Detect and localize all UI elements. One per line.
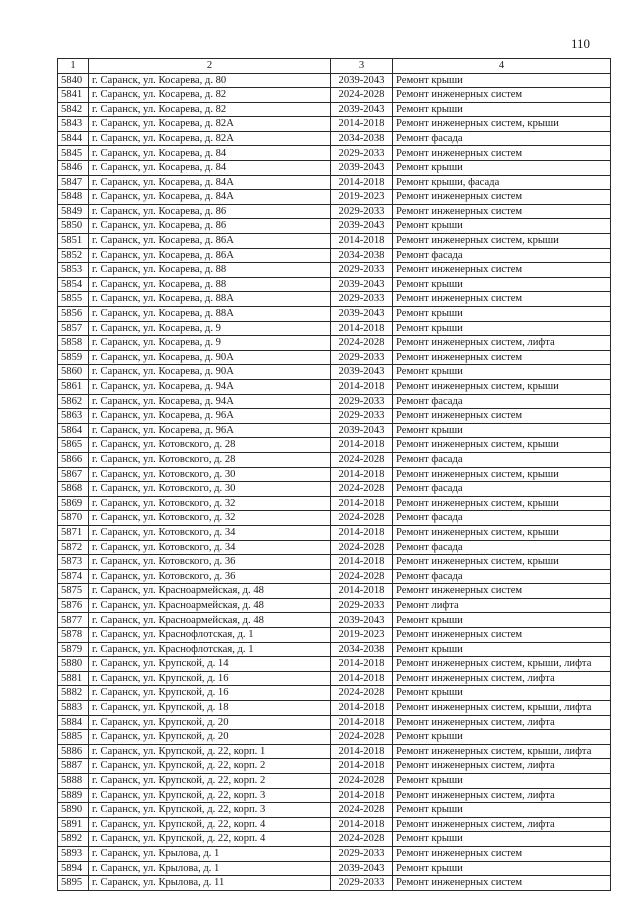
- period-cell: 2039-2043: [331, 423, 393, 438]
- table-row: [58, 482, 611, 497]
- row-number: 5868: [58, 482, 89, 497]
- table-body: [58, 73, 611, 890]
- address-cell: г. Саранск, ул. Котовского, д. 28: [89, 438, 331, 453]
- column-header-number: 1: [58, 59, 89, 74]
- work-type-cell: Ремонт крыши: [393, 803, 611, 818]
- table-row: [58, 569, 611, 584]
- period-cell: 2024-2028: [331, 832, 393, 847]
- table-header-row: [58, 59, 611, 74]
- table-row: [58, 73, 611, 88]
- page-number: 110: [570, 36, 590, 51]
- row-number: 5880: [58, 657, 89, 672]
- row-number: 5852: [58, 248, 89, 263]
- address-cell: г. Саранск, ул. Крупской, д. 14: [89, 657, 331, 672]
- table-row: [58, 307, 611, 322]
- row-number: 5872: [58, 540, 89, 555]
- row-number: 5874: [58, 569, 89, 584]
- work-type-cell: Ремонт инженерных систем, крыши: [393, 555, 611, 570]
- row-number: 5862: [58, 394, 89, 409]
- row-number: 5886: [58, 744, 89, 759]
- row-number: 5849: [58, 204, 89, 219]
- row-number: 5876: [58, 598, 89, 613]
- table-row: [58, 175, 611, 190]
- table-row: [58, 496, 611, 511]
- row-number: 5858: [58, 336, 89, 351]
- work-type-cell: Ремонт инженерных систем, лифта: [393, 336, 611, 351]
- address-cell: г. Саранск, ул. Котовского, д. 28: [89, 452, 331, 467]
- address-cell: г. Саранск, ул. Косарева, д. 9: [89, 336, 331, 351]
- table-row: [58, 817, 611, 832]
- period-cell: 2029-2033: [331, 876, 393, 891]
- period-cell: 2014-2018: [331, 379, 393, 394]
- table-row: [58, 190, 611, 205]
- address-cell: г. Саранск, ул. Косарева, д. 94А: [89, 394, 331, 409]
- work-type-cell: Ремонт инженерных систем, крыши, лифта: [393, 657, 611, 672]
- row-number: 5879: [58, 642, 89, 657]
- row-number: 5865: [58, 438, 89, 453]
- address-cell: г. Саранск, ул. Косарева, д. 90А: [89, 350, 331, 365]
- work-type-cell: Ремонт инженерных систем, крыши, лифта: [393, 744, 611, 759]
- row-number: 5848: [58, 190, 89, 205]
- address-cell: г. Саранск, ул. Красноармейская, д. 48: [89, 584, 331, 599]
- work-type-cell: Ремонт крыши: [393, 219, 611, 234]
- address-cell: г. Саранск, ул. Крупской, д. 22, корп. 3: [89, 803, 331, 818]
- table-row: [58, 379, 611, 394]
- address-cell: г. Саранск, ул. Косарева, д. 84А: [89, 175, 331, 190]
- work-type-cell: Ремонт крыши: [393, 832, 611, 847]
- table-row: [58, 730, 611, 745]
- work-type-cell: Ремонт крыши: [393, 642, 611, 657]
- table-row: [58, 336, 611, 351]
- address-cell: г. Саранск, ул. Косарева, д. 88А: [89, 307, 331, 322]
- row-number: 5882: [58, 686, 89, 701]
- period-cell: 2014-2018: [331, 657, 393, 672]
- row-number: 5892: [58, 832, 89, 847]
- period-cell: 2014-2018: [331, 496, 393, 511]
- address-cell: г. Саранск, ул. Косарева, д. 82: [89, 88, 331, 103]
- work-type-cell: Ремонт инженерных систем, лифта: [393, 671, 611, 686]
- table-row: [58, 774, 611, 789]
- row-number: 5881: [58, 671, 89, 686]
- address-cell: г. Саранск, ул. Косарева, д. 84: [89, 161, 331, 176]
- row-number: 5890: [58, 803, 89, 818]
- address-cell: г. Саранск, ул. Крупской, д. 22, корп. 2: [89, 759, 331, 774]
- work-type-cell: Ремонт крыши: [393, 365, 611, 380]
- address-cell: г. Саранск, ул. Крупской, д. 22, корп. 1: [89, 744, 331, 759]
- row-number: 5851: [58, 234, 89, 249]
- address-cell: г. Саранск, ул. Крупской, д. 22, корп. 3: [89, 788, 331, 803]
- address-cell: г. Саранск, ул. Котовского, д. 32: [89, 496, 331, 511]
- work-type-cell: Ремонт фасада: [393, 482, 611, 497]
- work-type-cell: Ремонт крыши: [393, 321, 611, 336]
- work-type-cell: Ремонт крыши: [393, 102, 611, 117]
- address-cell: г. Саранск, ул. Котовского, д. 32: [89, 511, 331, 526]
- row-number: 5844: [58, 131, 89, 146]
- work-type-cell: Ремонт инженерных систем, лифта: [393, 759, 611, 774]
- row-number: 5863: [58, 409, 89, 424]
- address-cell: г. Саранск, ул. Крылова, д. 1: [89, 861, 331, 876]
- work-type-cell: Ремонт инженерных систем, лифта: [393, 817, 611, 832]
- row-number: 5859: [58, 350, 89, 365]
- work-type-cell: Ремонт крыши: [393, 307, 611, 322]
- table-row: [58, 292, 611, 307]
- period-cell: 2029-2033: [331, 292, 393, 307]
- period-cell: 2024-2028: [331, 511, 393, 526]
- row-number: 5893: [58, 846, 89, 861]
- work-type-cell: Ремонт крыши: [393, 73, 611, 88]
- period-cell: 2019-2023: [331, 628, 393, 643]
- period-cell: 2014-2018: [331, 234, 393, 249]
- table-row: [58, 861, 611, 876]
- work-type-cell: Ремонт крыши: [393, 613, 611, 628]
- address-cell: г. Саранск, ул. Котовского, д. 30: [89, 482, 331, 497]
- address-cell: г. Саранск, ул. Крупской, д. 22, корп. 4: [89, 832, 331, 847]
- period-cell: 2034-2038: [331, 642, 393, 657]
- address-cell: г. Саранск, ул. Красноармейская, д. 48: [89, 598, 331, 613]
- row-number: 5889: [58, 788, 89, 803]
- period-cell: 2024-2028: [331, 774, 393, 789]
- table-row: [58, 161, 611, 176]
- table-row: [58, 715, 611, 730]
- work-type-cell: Ремонт инженерных систем: [393, 190, 611, 205]
- table-row: [58, 686, 611, 701]
- period-cell: 2029-2033: [331, 409, 393, 424]
- work-type-cell: Ремонт инженерных систем: [393, 876, 611, 891]
- table-row: [58, 511, 611, 526]
- row-number: 5885: [58, 730, 89, 745]
- row-number: 5853: [58, 263, 89, 278]
- period-cell: 2014-2018: [331, 701, 393, 716]
- row-number: 5878: [58, 628, 89, 643]
- period-cell: 2024-2028: [331, 730, 393, 745]
- column-header-address: 2: [89, 59, 331, 74]
- row-number: 5843: [58, 117, 89, 132]
- period-cell: 2014-2018: [331, 175, 393, 190]
- address-cell: г. Саранск, ул. Краснофлотская, д. 1: [89, 628, 331, 643]
- work-type-cell: Ремонт инженерных систем: [393, 628, 611, 643]
- period-cell: 2014-2018: [331, 525, 393, 540]
- row-number: 5895: [58, 876, 89, 891]
- period-cell: 2014-2018: [331, 438, 393, 453]
- period-cell: 2024-2028: [331, 482, 393, 497]
- repair-schedule-table: [57, 58, 611, 891]
- work-type-cell: Ремонт инженерных систем, крыши, лифта: [393, 701, 611, 716]
- table-row: [58, 467, 611, 482]
- table-row: [58, 701, 611, 716]
- table-row: [58, 321, 611, 336]
- row-number: 5840: [58, 73, 89, 88]
- table-row: [58, 788, 611, 803]
- period-cell: 2014-2018: [331, 117, 393, 132]
- table-row: [58, 452, 611, 467]
- period-cell: 2039-2043: [331, 219, 393, 234]
- work-type-cell: Ремонт крыши: [393, 861, 611, 876]
- address-cell: г. Саранск, ул. Косарева, д. 82А: [89, 117, 331, 132]
- address-cell: г. Саранск, ул. Крылова, д. 1: [89, 846, 331, 861]
- table-row: [58, 438, 611, 453]
- row-number: 5888: [58, 774, 89, 789]
- table-row: [58, 117, 611, 132]
- row-number: 5870: [58, 511, 89, 526]
- work-type-cell: Ремонт инженерных систем, крыши: [393, 234, 611, 249]
- period-cell: 2039-2043: [331, 307, 393, 322]
- period-cell: 2014-2018: [331, 817, 393, 832]
- work-type-cell: Ремонт инженерных систем, лифта: [393, 715, 611, 730]
- period-cell: 2039-2043: [331, 161, 393, 176]
- address-cell: г. Саранск, ул. Котовского, д. 34: [89, 525, 331, 540]
- period-cell: 2024-2028: [331, 88, 393, 103]
- table-row: [58, 88, 611, 103]
- row-number: 5884: [58, 715, 89, 730]
- table-row: [58, 263, 611, 278]
- table-row: [58, 525, 611, 540]
- period-cell: 2039-2043: [331, 861, 393, 876]
- table-row: [58, 613, 611, 628]
- column-header-work-type: 4: [393, 59, 611, 74]
- row-number: 5845: [58, 146, 89, 161]
- work-type-cell: Ремонт крыши: [393, 686, 611, 701]
- row-number: 5894: [58, 861, 89, 876]
- work-type-cell: Ремонт инженерных систем, крыши: [393, 379, 611, 394]
- address-cell: г. Саранск, ул. Крупской, д. 22, корп. 4: [89, 817, 331, 832]
- period-cell: 2014-2018: [331, 584, 393, 599]
- work-type-cell: Ремонт инженерных систем: [393, 263, 611, 278]
- period-cell: 2029-2033: [331, 846, 393, 861]
- address-cell: г. Саранск, ул. Котовского, д. 36: [89, 555, 331, 570]
- row-number: 5860: [58, 365, 89, 380]
- row-number: 5847: [58, 175, 89, 190]
- period-cell: 2024-2028: [331, 540, 393, 555]
- work-type-cell: Ремонт инженерных систем, крыши: [393, 496, 611, 511]
- work-type-cell: Ремонт инженерных систем, крыши: [393, 525, 611, 540]
- period-cell: 2014-2018: [331, 744, 393, 759]
- row-number: 5857: [58, 321, 89, 336]
- table-row: [58, 744, 611, 759]
- address-cell: г. Саранск, ул. Косарева, д. 82: [89, 102, 331, 117]
- row-number: 5856: [58, 307, 89, 322]
- address-cell: г. Саранск, ул. Косарева, д. 86: [89, 219, 331, 234]
- period-cell: 2039-2043: [331, 365, 393, 380]
- row-number: 5854: [58, 277, 89, 292]
- address-cell: г. Саранск, ул. Косарева, д. 86А: [89, 234, 331, 249]
- period-cell: 2014-2018: [331, 321, 393, 336]
- period-cell: 2019-2023: [331, 190, 393, 205]
- address-cell: г. Саранск, ул. Красноармейская, д. 48: [89, 613, 331, 628]
- work-type-cell: Ремонт крыши, фасада: [393, 175, 611, 190]
- period-cell: 2039-2043: [331, 613, 393, 628]
- work-type-cell: Ремонт инженерных систем, крыши: [393, 117, 611, 132]
- address-cell: г. Саранск, ул. Косарева, д. 88: [89, 263, 331, 278]
- row-number: 5887: [58, 759, 89, 774]
- period-cell: 2034-2038: [331, 131, 393, 146]
- work-type-cell: Ремонт фасада: [393, 248, 611, 263]
- row-number: 5891: [58, 817, 89, 832]
- work-type-cell: Ремонт инженерных систем: [393, 409, 611, 424]
- work-type-cell: Ремонт инженерных систем: [393, 146, 611, 161]
- period-cell: 2029-2033: [331, 598, 393, 613]
- table-row: [58, 394, 611, 409]
- table-row: [58, 234, 611, 249]
- work-type-cell: Ремонт крыши: [393, 423, 611, 438]
- period-cell: 2039-2043: [331, 277, 393, 292]
- address-cell: г. Саранск, ул. Косарева, д. 86: [89, 204, 331, 219]
- work-type-cell: Ремонт инженерных систем: [393, 350, 611, 365]
- table-row: [58, 657, 611, 672]
- period-cell: 2029-2033: [331, 204, 393, 219]
- table-row: [58, 423, 611, 438]
- address-cell: г. Саранск, ул. Косарева, д. 88: [89, 277, 331, 292]
- row-number: 5841: [58, 88, 89, 103]
- address-cell: г. Саранск, ул. Крупской, д. 22, корп. 2: [89, 774, 331, 789]
- period-cell: 2034-2038: [331, 248, 393, 263]
- work-type-cell: Ремонт фасада: [393, 540, 611, 555]
- period-cell: 2014-2018: [331, 759, 393, 774]
- work-type-cell: Ремонт фасада: [393, 394, 611, 409]
- address-cell: г. Саранск, ул. Крылова, д. 11: [89, 876, 331, 891]
- table-row: [58, 204, 611, 219]
- work-type-cell: Ремонт крыши: [393, 730, 611, 745]
- row-number: 5873: [58, 555, 89, 570]
- period-cell: 2029-2033: [331, 394, 393, 409]
- address-cell: г. Саранск, ул. Косарева, д. 84А: [89, 190, 331, 205]
- table-row: [58, 628, 611, 643]
- address-cell: г. Саранск, ул. Крупской, д. 16: [89, 686, 331, 701]
- row-number: 5877: [58, 613, 89, 628]
- table-row: [58, 803, 611, 818]
- address-cell: г. Саранск, ул. Крупской, д. 16: [89, 671, 331, 686]
- work-type-cell: Ремонт инженерных систем: [393, 204, 611, 219]
- work-type-cell: Ремонт инженерных систем: [393, 846, 611, 861]
- table-row: [58, 540, 611, 555]
- row-number: 5875: [58, 584, 89, 599]
- row-number: 5867: [58, 467, 89, 482]
- period-cell: 2029-2033: [331, 146, 393, 161]
- table-row: [58, 146, 611, 161]
- address-cell: г. Саранск, ул. Косарева, д. 90А: [89, 365, 331, 380]
- address-cell: г. Саранск, ул. Котовского, д. 34: [89, 540, 331, 555]
- table-row: [58, 219, 611, 234]
- table-row: [58, 131, 611, 146]
- period-cell: 2029-2033: [331, 350, 393, 365]
- table-row: [58, 584, 611, 599]
- address-cell: г. Саранск, ул. Краснофлотская, д. 1: [89, 642, 331, 657]
- row-number: 5866: [58, 452, 89, 467]
- address-cell: г. Саранск, ул. Косарева, д. 80: [89, 73, 331, 88]
- table-row: [58, 277, 611, 292]
- period-cell: 2014-2018: [331, 555, 393, 570]
- period-cell: 2024-2028: [331, 803, 393, 818]
- address-cell: г. Саранск, ул. Крупской, д. 18: [89, 701, 331, 716]
- address-cell: г. Саранск, ул. Косарева, д. 94А: [89, 379, 331, 394]
- table-row: [58, 671, 611, 686]
- row-number: 5871: [58, 525, 89, 540]
- address-cell: г. Саранск, ул. Котовского, д. 36: [89, 569, 331, 584]
- period-cell: 2039-2043: [331, 102, 393, 117]
- table-row: [58, 598, 611, 613]
- row-number: 5869: [58, 496, 89, 511]
- table-row: [58, 365, 611, 380]
- table-row: [58, 759, 611, 774]
- work-type-cell: Ремонт фасада: [393, 569, 611, 584]
- address-cell: г. Саранск, ул. Косарева, д. 86А: [89, 248, 331, 263]
- row-number: 5842: [58, 102, 89, 117]
- column-header-period: 3: [331, 59, 393, 74]
- address-cell: г. Саранск, ул. Котовского, д. 30: [89, 467, 331, 482]
- address-cell: г. Саранск, ул. Косарева, д. 84: [89, 146, 331, 161]
- work-type-cell: Ремонт крыши: [393, 774, 611, 789]
- row-number: 5883: [58, 701, 89, 716]
- work-type-cell: Ремонт инженерных систем: [393, 292, 611, 307]
- address-cell: г. Саранск, ул. Косарева, д. 96А: [89, 423, 331, 438]
- work-type-cell: Ремонт фасада: [393, 131, 611, 146]
- work-type-cell: Ремонт инженерных систем: [393, 88, 611, 103]
- table-row: [58, 102, 611, 117]
- table-row: [58, 876, 611, 891]
- table-row: [58, 409, 611, 424]
- table-row: [58, 832, 611, 847]
- period-cell: 2024-2028: [331, 686, 393, 701]
- period-cell: 2014-2018: [331, 671, 393, 686]
- period-cell: 2024-2028: [331, 336, 393, 351]
- address-cell: г. Саранск, ул. Крупской, д. 20: [89, 730, 331, 745]
- row-number: 5850: [58, 219, 89, 234]
- work-type-cell: Ремонт инженерных систем, крыши: [393, 467, 611, 482]
- row-number: 5861: [58, 379, 89, 394]
- work-type-cell: Ремонт крыши: [393, 277, 611, 292]
- work-type-cell: Ремонт фасада: [393, 452, 611, 467]
- period-cell: 2014-2018: [331, 788, 393, 803]
- period-cell: 2014-2018: [331, 715, 393, 730]
- table-row: [58, 248, 611, 263]
- table-row: [58, 555, 611, 570]
- row-number: 5846: [58, 161, 89, 176]
- address-cell: г. Саранск, ул. Крупской, д. 20: [89, 715, 331, 730]
- address-cell: г. Саранск, ул. Косарева, д. 88А: [89, 292, 331, 307]
- period-cell: 2024-2028: [331, 452, 393, 467]
- period-cell: 2014-2018: [331, 467, 393, 482]
- row-number: 5855: [58, 292, 89, 307]
- address-cell: г. Саранск, ул. Косарева, д. 96А: [89, 409, 331, 424]
- table-row: [58, 350, 611, 365]
- row-number: 5864: [58, 423, 89, 438]
- work-type-cell: Ремонт инженерных систем: [393, 584, 611, 599]
- period-cell: 2024-2028: [331, 569, 393, 584]
- work-type-cell: Ремонт фасада: [393, 511, 611, 526]
- address-cell: г. Саранск, ул. Косарева, д. 9: [89, 321, 331, 336]
- table-row: [58, 846, 611, 861]
- work-type-cell: Ремонт крыши: [393, 161, 611, 176]
- period-cell: 2039-2043: [331, 73, 393, 88]
- table-row: [58, 642, 611, 657]
- period-cell: 2029-2033: [331, 263, 393, 278]
- address-cell: г. Саранск, ул. Косарева, д. 82А: [89, 131, 331, 146]
- work-type-cell: Ремонт лифта: [393, 598, 611, 613]
- work-type-cell: Ремонт инженерных систем, лифта: [393, 788, 611, 803]
- work-type-cell: Ремонт инженерных систем, крыши: [393, 438, 611, 453]
